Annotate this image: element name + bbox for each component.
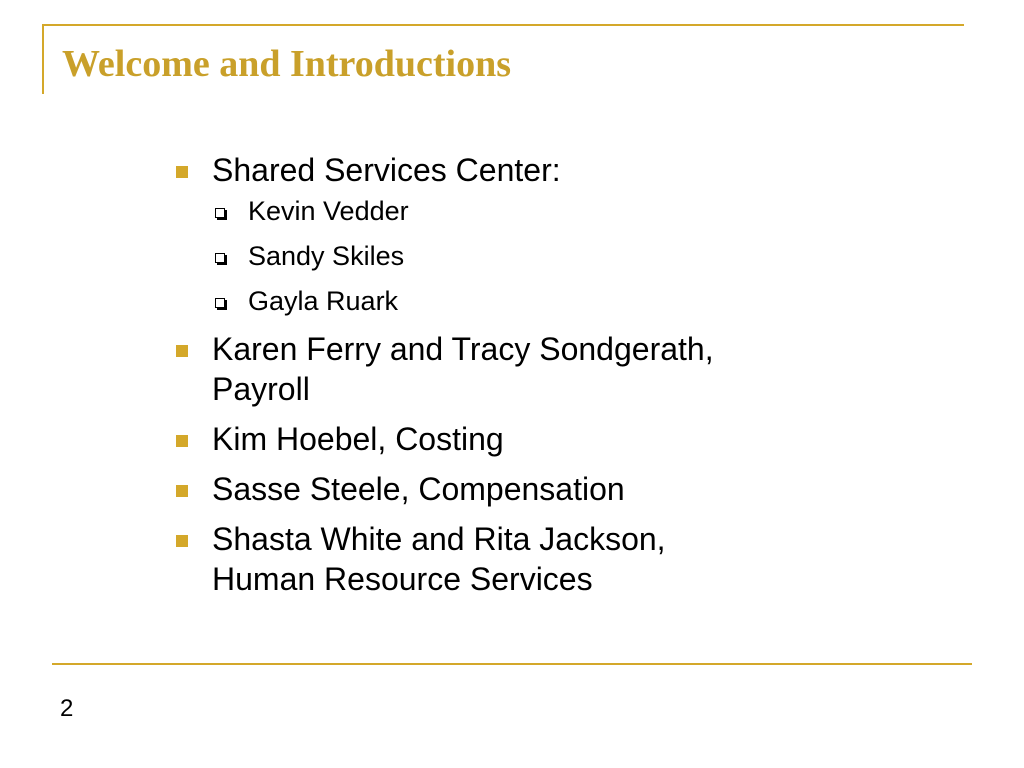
square-bullet-icon [176,166,188,178]
slide-title: Welcome and Introductions [62,43,512,85]
left-rule [42,24,44,94]
sub-bullet-item [212,194,974,228]
square-bullet-icon [176,535,188,547]
sub-bullet-item [212,239,974,273]
bullet-text: Kim Hoebel, Costing [212,421,504,457]
bullet-item [174,419,974,459]
bullet-text: Karen Ferry and Tracy Sondgerath, [212,331,714,367]
square-bullet-icon [176,435,188,447]
bullet-list [174,150,974,609]
sub-bullet-text: Sandy Skiles [248,241,405,271]
hollow-square-bullet-icon [215,253,225,263]
bullet-item [174,150,974,318]
bullet-item [174,469,974,509]
bullet-text-continuation: Human Resource Services [212,561,593,597]
bottom-rule [52,663,972,665]
hollow-square-bullet-icon [215,208,225,218]
sub-bullet-item [212,284,974,318]
sub-bullet-text: Kevin Vedder [248,196,409,226]
square-bullet-icon [176,345,188,357]
square-bullet-icon [176,485,188,497]
bullet-text: Sasse Steele, Compensation [212,471,625,507]
bullet-item [174,519,974,599]
bullet-text-continuation: Payroll [212,371,310,407]
page-number: 2 [60,695,74,722]
sub-bullet-list [212,194,974,318]
top-rule [42,24,964,26]
hollow-square-bullet-icon [215,298,225,308]
bullet-item [174,329,974,409]
bullet-text: Shared Services Center: [212,152,561,188]
bullet-text: Shasta White and Rita Jackson, [212,521,666,557]
sub-bullet-text: Gayla Ruark [248,286,399,316]
